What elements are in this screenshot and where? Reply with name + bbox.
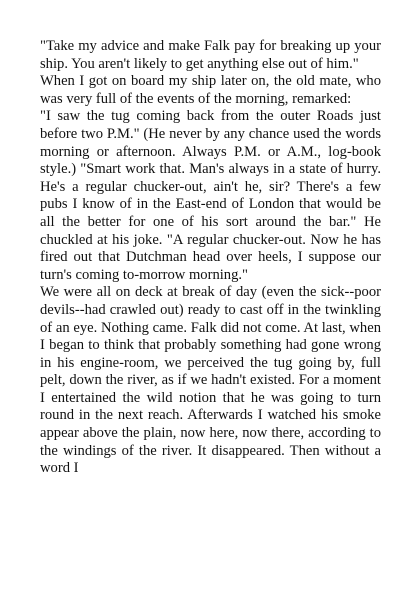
paragraph-3: "I saw the tug coming back from the outer Roads just before two P.M." (He never by any chance used the words morning or afternoon. Always P.M. or A.M., log-book style.) "Smart work that. Man's always in a state of hurry. He's a regular chucker-out, ain't he, sir? There's a few pubs I know of in the East-end of London that would be all the better for one of his sort around the bar." He chuckled at his joke. "A regular chucker-out. Now he has fired out that Dutchman head over heels, I suppose our turn's coming to-morrow morning." [40,108,381,283]
paragraph-4: We were all on deck at break of day (even the sick--poor devils--had crawled out) ready to cast off in the twinkling of an eye. Nothing came. Falk did not come. At last, when I began to think that probably something had gone wrong in his engine-room, we perceived the tug going by, full pelt, down the river, as if we hadn't existed. For a moment I entertained the wild notion that he was going to turn round in the next reach. Afterwards I watched his smoke appear above the plain, now here, now there, according to the windings of the river. It disappeared. Then without a word I [40,284,381,477]
document-page [40,38,381,478]
paragraph-2: When I got on board my ship later on, the old mate, who was very full of the events of the morning, remarked: [40,73,381,107]
paragraph-1: "Take my advice and make Falk pay for breaking up your ship. You aren't likely to get anything else out of him." [40,38,381,72]
